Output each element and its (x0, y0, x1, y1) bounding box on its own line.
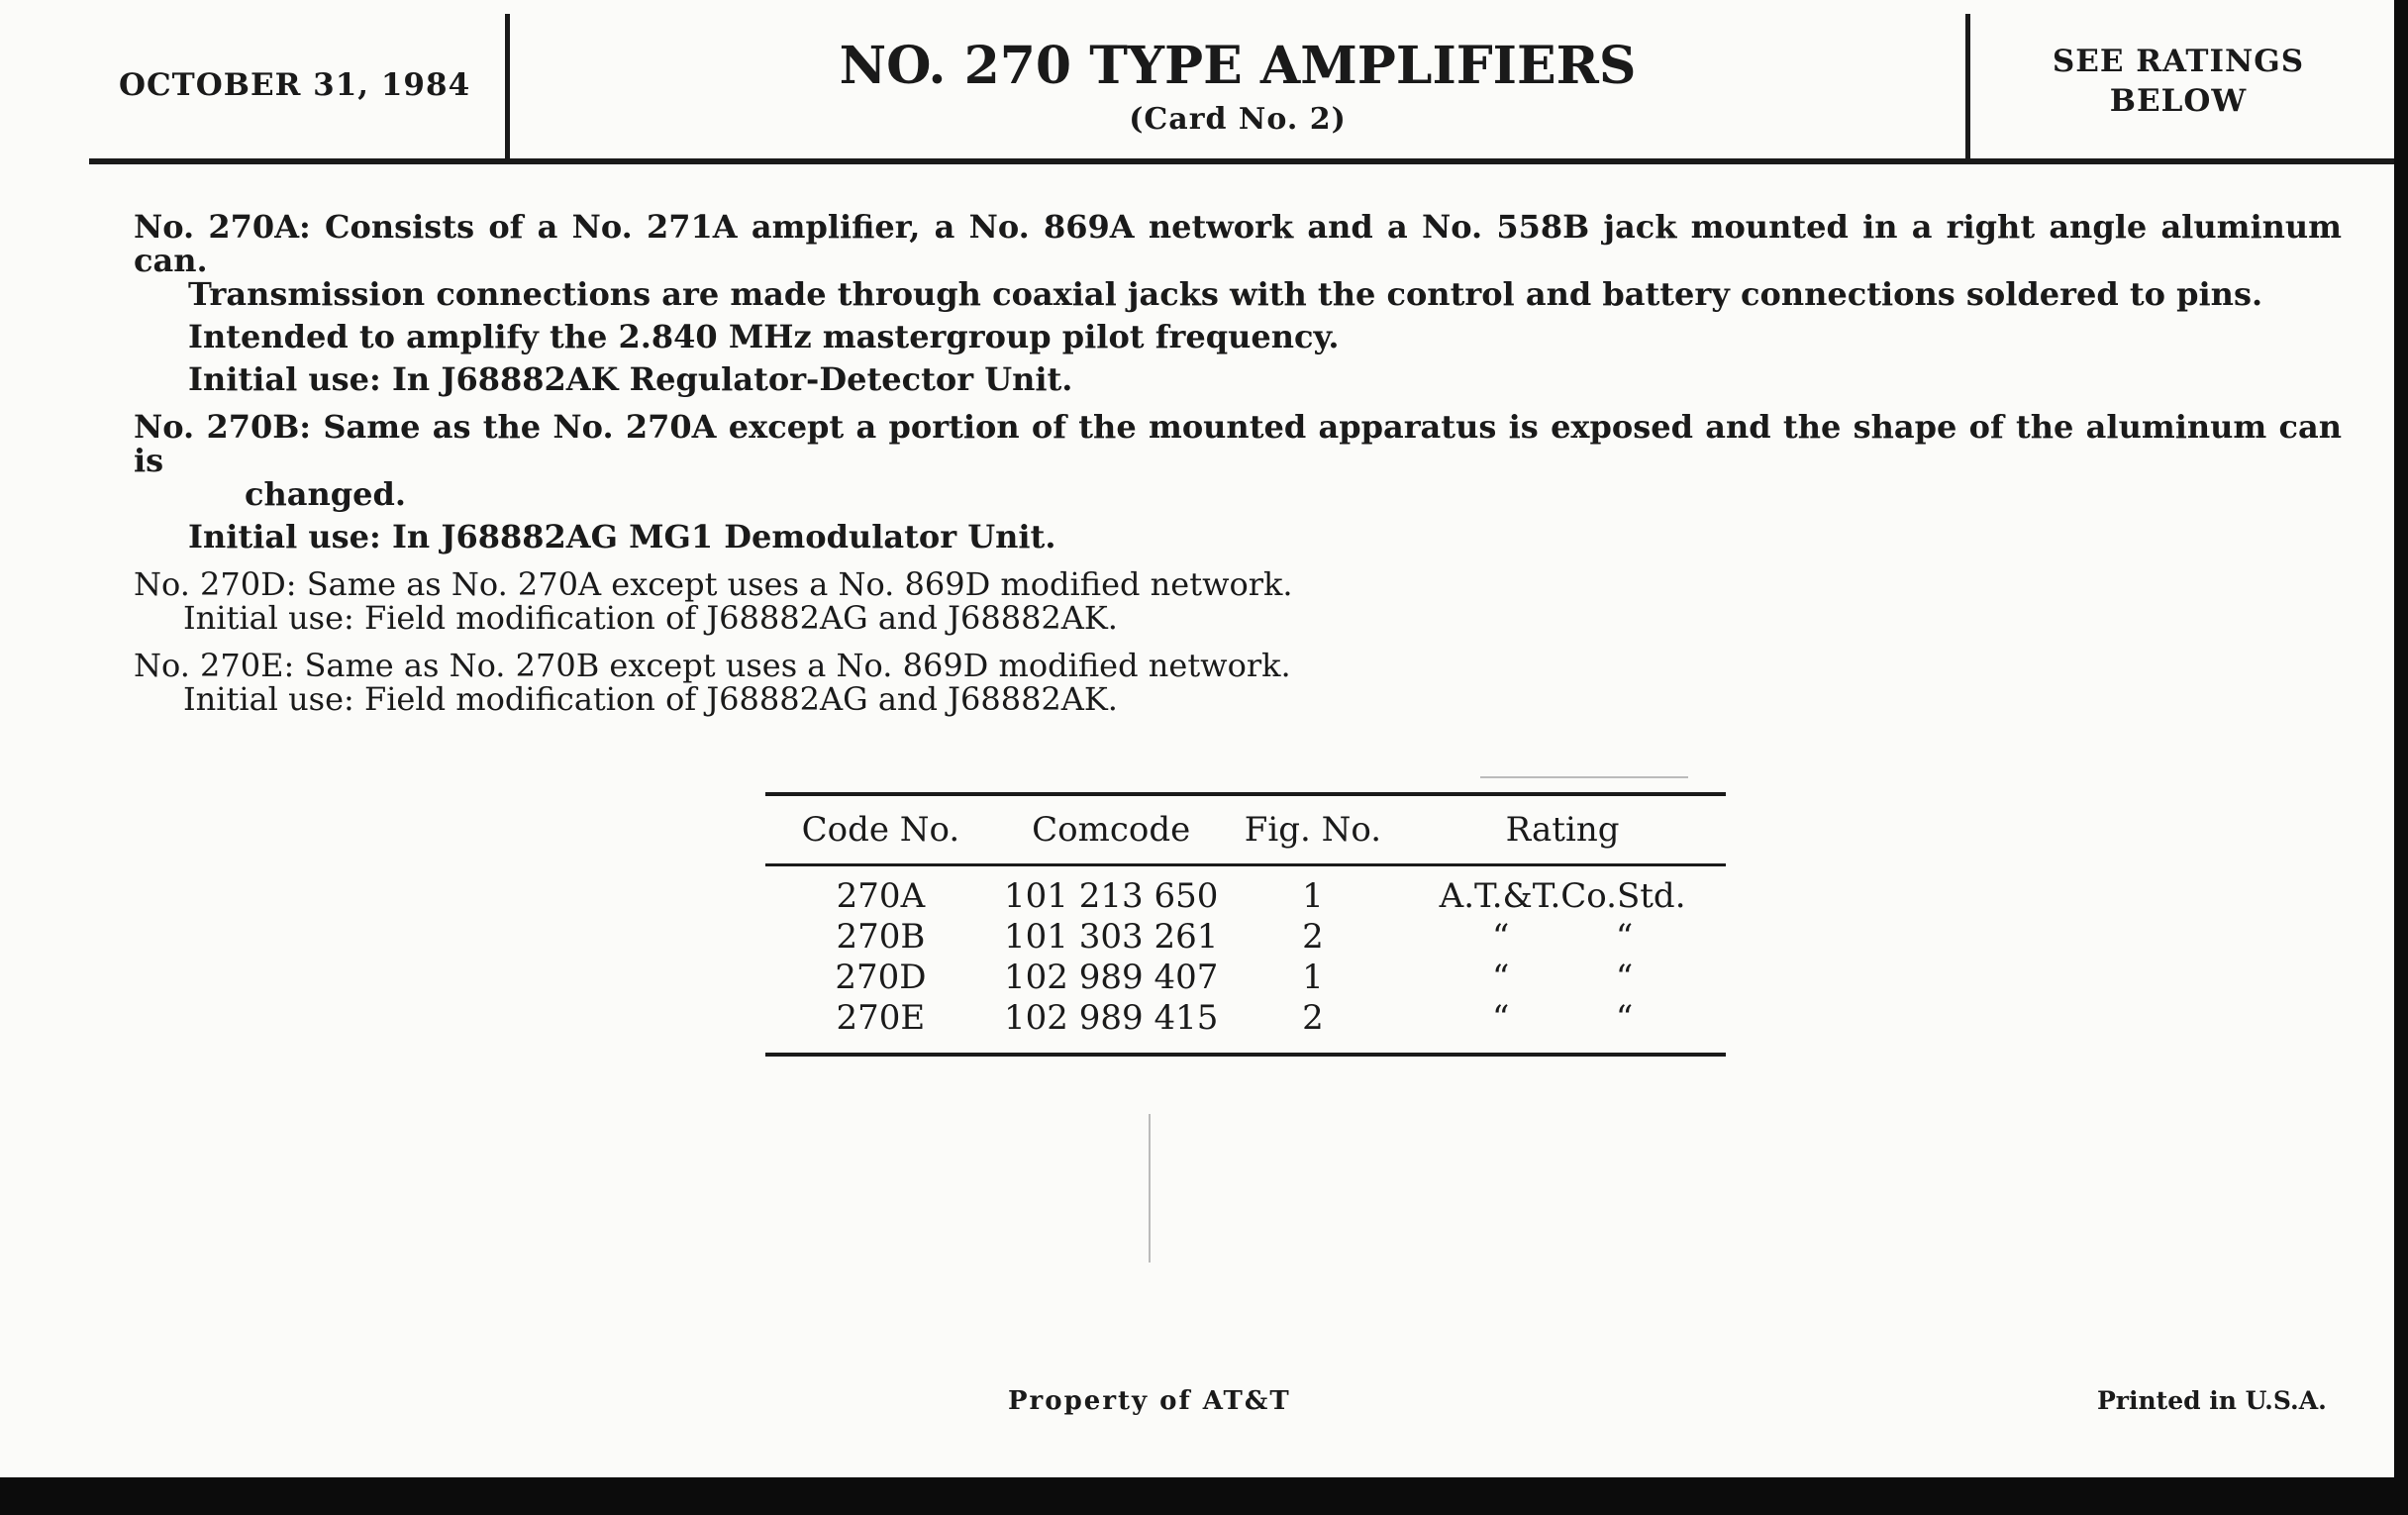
col-header-rating: Rating (1505, 810, 1620, 850)
entry-270a (134, 210, 2342, 396)
table-row (765, 998, 1726, 1055)
entry-270d (134, 567, 2342, 635)
page-title: NO. 270 TYPE AMPLIFIERS (839, 36, 1637, 96)
table-header-row (765, 794, 1726, 865)
cell-fig: 2 (1302, 917, 1324, 957)
property-notice: Property of AT&T (1008, 1386, 1291, 1416)
ditto-mark: “ (1615, 958, 1634, 997)
cell-fig: 1 (1302, 958, 1324, 997)
cell-code: 270B (836, 917, 926, 957)
cell-rating-ditto (1399, 958, 1726, 998)
ditto-mark: “ (1491, 958, 1510, 997)
cell-comcode: 101 213 650 (1004, 876, 1219, 916)
entry-270a-line4: Initial use: In J68882AK Regulator-Detector Unit. (188, 360, 1073, 398)
table-row (765, 958, 1726, 998)
entry-270e-line2: Initial use: Field modification of J68882AG and J68882AK. (183, 680, 1118, 718)
entry-270d-line1: No. 270D: Same as No. 270A except uses a No. 869D modified network. (134, 565, 1293, 603)
cell-comcode: 102 989 407 (1004, 958, 1219, 997)
ratings-note (1970, 42, 2386, 121)
printed-notice: Printed in U.S.A. (2097, 1386, 2327, 1415)
cell-fig: 1 (1302, 876, 1324, 916)
table-row (765, 865, 1726, 918)
scan-edge-bottom (0, 1477, 2408, 1515)
cell-rating-ditto (1399, 998, 1726, 1055)
col-header-code: Code No. (801, 810, 960, 850)
entry-270b-line2: changed. (245, 475, 406, 513)
cell-comcode: 102 989 415 (1004, 998, 1219, 1038)
cell-code: 270A (836, 876, 926, 916)
cell-fig: 2 (1302, 998, 1324, 1038)
entry-270a-line1: No. 270A: Consists of a No. 271A amplifier, a No. 869A network and a No. 558B jack mounted in a right angle aluminum can. (134, 208, 2342, 279)
entry-270b (134, 410, 2342, 554)
ratings-note-line2: BELOW (2109, 83, 2248, 119)
cell-rating: A.T.&T.Co.Std. (1439, 876, 1686, 916)
faint-mark (1480, 776, 1688, 778)
col-header-fig: Fig. No. (1244, 810, 1382, 850)
entry-270a-line3: Intended to amplify the 2.840 MHz mastergroup pilot frequency. (188, 318, 1340, 355)
entry-270a-line2: Transmission connections are made through coaxial jacks with the control and battery connections soldered to pins. (188, 275, 2263, 313)
entry-270b-line3: Initial use: In J68882AG MG1 Demodulator Unit. (188, 518, 1056, 556)
cell-comcode: 101 303 261 (1004, 917, 1219, 957)
cell-rating-ditto (1399, 917, 1726, 958)
amplifier-descriptions (134, 210, 2342, 730)
entry-270d-line2: Initial use: Field modification of J68882AG and J68882AK. (183, 599, 1118, 637)
ditto-mark: “ (1615, 998, 1634, 1038)
fold-crease (1149, 1114, 1151, 1262)
entry-270b-line1: No. 270B: Same as the No. 270A except a portion of the mounted apparatus is exposed and the shape of the aluminum can is (134, 408, 2342, 479)
cell-code: 270E (836, 998, 926, 1038)
table-row (765, 917, 1726, 958)
scan-edge-right (2394, 0, 2408, 1515)
entry-270e-line1: No. 270E: Same as No. 270B except uses a No. 869D modified network. (134, 647, 1291, 684)
ditto-mark: “ (1615, 917, 1634, 957)
card-number: (Card No. 2) (1129, 102, 1347, 137)
ditto-mark: “ (1491, 998, 1510, 1038)
cell-code: 270D (835, 958, 927, 997)
col-header-comcode: Comcode (1032, 810, 1191, 850)
ratings-table (765, 792, 1726, 1057)
ratings-note-line1: SEE RATINGS (2052, 44, 2305, 79)
ditto-mark: “ (1491, 917, 1510, 957)
header-date: OCTOBER 31, 1984 (119, 67, 471, 103)
header-rule (89, 158, 2394, 164)
entry-270e (134, 649, 2342, 716)
